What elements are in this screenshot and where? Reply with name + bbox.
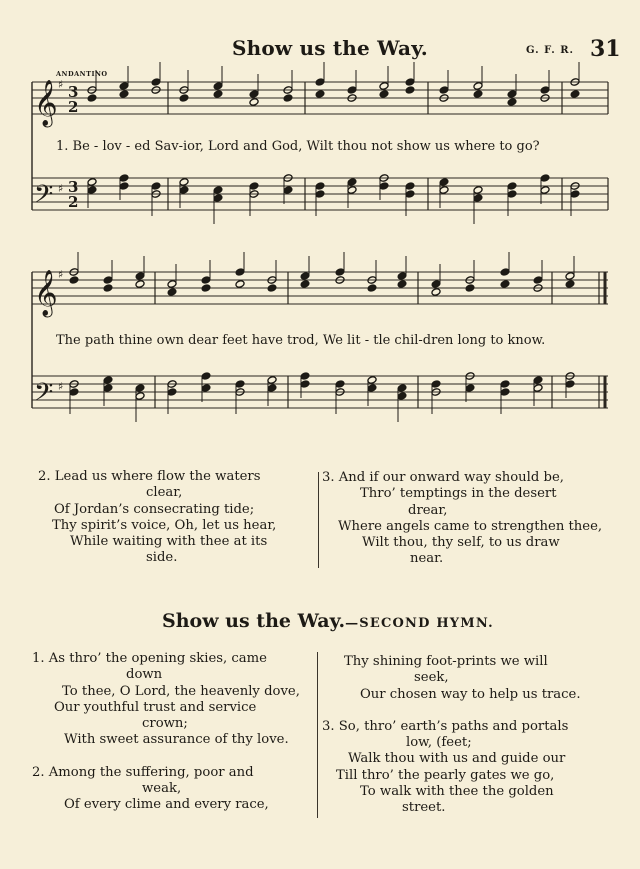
- verse-line: seek,: [414, 670, 449, 686]
- note-head: [151, 182, 161, 191]
- note-head: [267, 376, 277, 385]
- note-head: [235, 268, 245, 277]
- time-signature-top: 3: [68, 83, 79, 101]
- note-head: [570, 90, 580, 99]
- second-hymn-right-column: [322, 654, 581, 817]
- verse-line: Of every clime and every race,: [64, 797, 269, 813]
- note-head: [249, 90, 259, 99]
- time-signature-bottom: 2: [68, 193, 79, 211]
- sharp-icon: ♯: [58, 78, 64, 91]
- note-head: [431, 288, 441, 297]
- note-head: [367, 384, 377, 393]
- note-head: [135, 280, 145, 289]
- note-head: [533, 376, 543, 385]
- note-head: [201, 276, 211, 285]
- verse-line: 1. As thro’ the opening skies, came: [32, 651, 267, 666]
- note-head: [335, 268, 345, 277]
- verse-spacer: [322, 703, 581, 719]
- verse-line: 3. And if our onward way should be,: [322, 470, 564, 485]
- note-head: [119, 90, 129, 99]
- second-hymn-left-column: [32, 651, 300, 814]
- note-head: [540, 86, 550, 95]
- note-head: [213, 82, 223, 91]
- note-head: [103, 376, 113, 385]
- note-head: [300, 280, 310, 289]
- author-initials: G. F. R.: [526, 45, 574, 56]
- verse-line: down: [126, 667, 163, 683]
- note-head: [267, 284, 277, 293]
- note-head: [347, 86, 357, 95]
- note-head: [69, 388, 79, 397]
- tempo-marking: ANDANTINO: [56, 70, 108, 78]
- note-head: [533, 276, 543, 285]
- sharp-icon: ♯: [58, 268, 64, 281]
- note-head: [151, 78, 161, 87]
- verse-3: [322, 470, 602, 568]
- note-head: [565, 380, 575, 389]
- verse-line: With sweet assurance of thy love.: [64, 732, 289, 748]
- note-head: [315, 78, 325, 87]
- staff-lines-treble-2: [32, 272, 608, 304]
- verse-line: Till thro’ the pearly gates we go,: [336, 767, 555, 783]
- note-head: [540, 186, 550, 195]
- note-head: [283, 186, 293, 195]
- staff-lines-treble-1: [32, 82, 608, 114]
- staff-lines-bass-2: [32, 376, 608, 408]
- note-head: [397, 392, 407, 401]
- note-head: [565, 280, 575, 289]
- verse-line: 3. So, thro’ earth’s paths and portals: [322, 718, 569, 734]
- note-head: [103, 276, 113, 285]
- note-head: [397, 280, 407, 289]
- note-head: [235, 380, 245, 389]
- verse-line: near.: [410, 551, 444, 567]
- note-head: [570, 190, 580, 199]
- note-head: [473, 194, 483, 203]
- note-head: [103, 284, 113, 293]
- note-head: [201, 384, 211, 393]
- note-head: [405, 190, 415, 199]
- note-head: [500, 268, 510, 277]
- treble-clef-icon: 𝄞: [34, 270, 58, 316]
- note-head: [135, 392, 145, 401]
- column-divider: [318, 472, 319, 568]
- note-head: [119, 82, 129, 91]
- note-head: [405, 182, 415, 191]
- note-head: [283, 94, 293, 103]
- note-head: [473, 186, 483, 195]
- note-head: [500, 280, 510, 289]
- verse-line: To thee, O Lord, the heavenly dove,: [62, 683, 300, 699]
- note-head: [379, 182, 389, 191]
- note-head: [540, 174, 550, 183]
- note-head: [249, 98, 259, 107]
- verse-line: Our chosen way to help us trace.: [360, 686, 581, 702]
- verse-line: side.: [146, 550, 178, 566]
- verse-line: 2. Lead us where flow the waters: [38, 469, 261, 484]
- note-head: [465, 384, 475, 393]
- note-head: [465, 284, 475, 293]
- note-head: [379, 90, 389, 99]
- note-head: [379, 82, 389, 91]
- note-head: [179, 178, 189, 187]
- lyric-line-1: 1. Be - lov - ed Sav-ior, Lord and God, Wilt thou not show us where to go?: [56, 139, 540, 154]
- note-head: [119, 174, 129, 183]
- lyric-line-2: The path thine own dear feet have trod, We lit - tle chil-dren long to know.: [56, 333, 546, 348]
- verse-line: crown;: [142, 716, 188, 732]
- note-head: [235, 280, 245, 289]
- note-head: [431, 280, 441, 289]
- note-head: [135, 384, 145, 393]
- verse-line: weak,: [142, 781, 182, 797]
- note-head: [500, 388, 510, 397]
- note-head: [87, 94, 97, 103]
- note-head: [367, 284, 377, 293]
- bass-clef-icon: 𝄢: [34, 180, 54, 215]
- note-head: [167, 280, 177, 289]
- note-head: [507, 98, 517, 107]
- verse-line: drear,: [408, 502, 448, 518]
- bass-clef-icon: 𝄢: [34, 378, 54, 413]
- note-head: [431, 380, 441, 389]
- verse-line: Thy spirit’s voice, Oh, let us hear,: [52, 517, 277, 533]
- verse-line: Wilt thou, thy self, to us draw: [362, 535, 560, 551]
- column-divider: [317, 652, 318, 818]
- verse-line: Where angels came to strengthen thee,: [338, 518, 603, 534]
- page-number: 31: [590, 36, 621, 62]
- verse-line: low, (feet;: [406, 735, 472, 751]
- note-head: [507, 190, 517, 199]
- note-head: [267, 384, 277, 393]
- note-head: [119, 182, 129, 191]
- note-head: [507, 90, 517, 99]
- page-title: Show us the Way.: [232, 36, 428, 60]
- note-head: [315, 182, 325, 191]
- note-head: [201, 372, 211, 381]
- note-head: [249, 182, 259, 191]
- note-head: [397, 384, 407, 393]
- note-head: [179, 94, 189, 103]
- treble-clef-icon: 𝄞: [34, 80, 58, 126]
- verse-line: street.: [402, 800, 446, 816]
- note-head: [167, 288, 177, 297]
- sharp-icon: ♯: [58, 182, 64, 195]
- note-head: [315, 190, 325, 199]
- note-head: [213, 186, 223, 195]
- note-head: [500, 380, 510, 389]
- verse-line: Thro’ temptings in the desert: [360, 486, 557, 502]
- note-head: [347, 178, 357, 187]
- note-head: [439, 186, 449, 195]
- note-head: [135, 272, 145, 281]
- note-head: [69, 276, 79, 285]
- second-hymn-title-text: Show us the Way.: [162, 610, 346, 632]
- verse-line: Thy shining foot-prints we will: [344, 654, 548, 669]
- note-head: [405, 78, 415, 87]
- note-head: [87, 178, 97, 187]
- verse-2: [38, 469, 276, 567]
- time-signature-top: 3: [68, 178, 79, 196]
- verse-line: 2. Among the suffering, poor and: [32, 764, 254, 780]
- note-head: [300, 372, 310, 381]
- note-head: [473, 82, 483, 91]
- note-head: [213, 90, 223, 99]
- note-head: [533, 384, 543, 393]
- verse-line: While waiting with thee at its: [70, 534, 268, 550]
- note-head: [439, 86, 449, 95]
- time-signature-bottom: 2: [68, 98, 79, 116]
- second-hymn-subtitle: —SECOND HYMN.: [345, 616, 494, 631]
- note-head: [315, 90, 325, 99]
- note-head: [300, 272, 310, 281]
- note-head: [167, 388, 177, 397]
- note-head: [347, 186, 357, 195]
- note-head: [213, 194, 223, 203]
- note-head: [367, 376, 377, 385]
- note-head: [201, 284, 211, 293]
- note-head: [87, 186, 97, 195]
- note-head: [565, 272, 575, 281]
- verse-line: Walk thou with us and guide our: [348, 751, 566, 767]
- second-hymn-title: [162, 610, 494, 632]
- verse-line: Our youthful trust and service: [54, 699, 257, 715]
- note-head: [439, 178, 449, 187]
- verse-line: clear,: [146, 485, 183, 501]
- note-head: [179, 186, 189, 195]
- note-head: [405, 86, 415, 95]
- note-head: [335, 380, 345, 389]
- note-head: [397, 272, 407, 281]
- sharp-icon: ♯: [58, 380, 64, 393]
- verse-line: Of Jordan’s consecrating tide;: [54, 501, 255, 517]
- verse-spacer: [32, 749, 300, 765]
- note-head: [300, 380, 310, 389]
- verse-line: To walk with thee the golden: [360, 784, 554, 800]
- note-head: [507, 182, 517, 191]
- note-head: [473, 90, 483, 99]
- note-head: [103, 384, 113, 393]
